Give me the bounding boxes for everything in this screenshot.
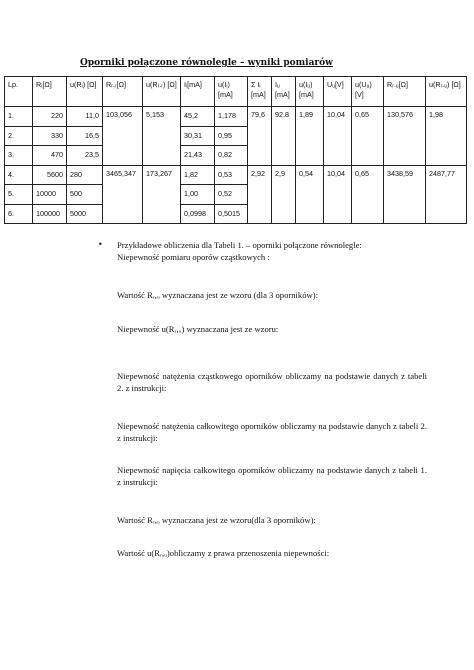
results-table [4, 76, 467, 224]
cell-voltage-uncertainty: 0,65 [352, 107, 384, 166]
header-equivalent-resistance-uncertainty: u(Rᵣ.ᵣ) [Ω] [143, 77, 181, 107]
cell-current: 45,2 [181, 107, 215, 127]
cell-current-uncertainty: 0,5015 [215, 204, 248, 224]
cell-voltage: 10,04 [324, 165, 352, 224]
header-voltage-uncertainty: u(Uᵤ) [V] [352, 77, 384, 107]
cell-current: 1,00 [181, 185, 215, 205]
table-row [5, 107, 467, 127]
cell-equivalent-resistance-uncertainty: 5,153 [143, 107, 181, 166]
table-title: Oporniki połączone równolegle – wyniki pomiarów [80, 58, 333, 68]
paragraph-formula-rzz-2: Wartość Rᵣ,ᵤ wyznaczana jest ze wzoru(dla 3 oporników): [117, 515, 316, 525]
header-equivalent-resistance: Rᵣ.ᵣ[Ω] [103, 77, 143, 107]
cell-current-uncertainty: 0,95 [215, 126, 248, 146]
cell-resistance: 5600 [33, 165, 67, 185]
header-lp: Lp. [5, 77, 33, 107]
cell-current: 30,31 [181, 126, 215, 146]
cell-lp: 3. [5, 146, 33, 166]
cell-voltage-uncertainty: 0,65 [352, 165, 384, 224]
cell-resistance-uncertainty: 500 [67, 185, 103, 205]
cell-current: 0,0998 [181, 204, 215, 224]
header-measured-resistance: Rᵣ.ᵤ[Ω] [384, 77, 426, 107]
cell-resistance: 10000 [33, 185, 67, 205]
header-current: Iᵢ[mA] [181, 77, 215, 107]
cell-current-uncertainty: 0,82 [215, 146, 248, 166]
cell-total-current: 92,8 [272, 107, 296, 166]
header-voltage: Uᵤ[V] [324, 77, 352, 107]
cell-resistance-uncertainty: 5000 [67, 204, 103, 224]
intro-line-2: Niepewność pomiaru oporów cząstkowych : [117, 252, 270, 262]
table-row [5, 165, 467, 185]
cell-lp: 1. [5, 107, 33, 127]
cell-lp: 4. [5, 165, 33, 185]
cell-resistance: 330 [33, 126, 67, 146]
header-total-current-uncertainty: u(Iᵤ) [mA] [296, 77, 324, 107]
cell-measured-resistance: 3438,59 [384, 165, 426, 224]
paragraph-voltage-uncertainty: Niepewność napięcia całkowitego oporników obliczamy na podstawie danych z tabeli 1. z instrukcji: [117, 465, 427, 487]
cell-current-sum: 2,92 [248, 165, 272, 224]
cell-resistance-uncertainty: 280 [67, 165, 103, 185]
cell-lp: 6. [5, 204, 33, 224]
header-measured-resistance-uncertainty: u(Rᵣ.ᵤ) [Ω] [426, 77, 467, 107]
cell-current-uncertainty: 0,53 [215, 165, 248, 185]
paragraph-partial-current-uncertainty: Niepewność natężenia cząstkowego oporników obliczamy na podstawie danych z tabeli 2. z instrukcji: [117, 371, 427, 393]
cell-current-uncertainty: 0,52 [215, 185, 248, 205]
cell-resistance-uncertainty: 23,5 [67, 146, 103, 166]
cell-total-current-uncertainty: 0,54 [296, 165, 324, 224]
cell-resistance: 220 [33, 107, 67, 127]
cell-equivalent-resistance: 103,056 [103, 107, 143, 166]
paragraph-uncertainty-rzz: Niepewność u(Rᵣ,ᵤ) wyznaczana jest ze wzoru: [117, 324, 279, 334]
cell-current: 21,43 [181, 146, 215, 166]
cell-total-current: 2,9 [272, 165, 296, 224]
cell-measured-resistance-uncertainty: 2487,77 [426, 165, 467, 224]
paragraph-formula-rzz: Wartość Rᵣ,ᵤ wyznaczana jest ze wzoru (dla 3 oporników): [117, 290, 318, 300]
cell-measured-resistance-uncertainty: 1,98 [426, 107, 467, 166]
intro-paragraph [117, 239, 427, 263]
cell-current-uncertainty: 1,178 [215, 107, 248, 127]
paragraph-total-current-uncertainty: Niepewność natężenia całkowitego oporników obliczamy na podstawie danych z tabeli 2. z instrukcji: [117, 421, 427, 443]
cell-lp: 5. [5, 185, 33, 205]
cell-measured-resistance: 130,576 [384, 107, 426, 166]
cell-equivalent-resistance: 3465,347 [103, 165, 143, 224]
header-resistance: Rᵢ[Ω] [33, 77, 67, 107]
intro-line-1: Przykładowe obliczenia dla Tabeli 1. – oporniki połączone równolegle: [117, 240, 362, 250]
cell-current-sum: 79,6 [248, 107, 272, 166]
bullet-marker: • [98, 240, 103, 249]
header-current-uncertainty: u(Iᵢ) [mA] [215, 77, 248, 107]
header-row [5, 77, 467, 107]
header-resistance-uncertainty: u(Rᵢ) [Ω] [67, 77, 103, 107]
cell-resistance-uncertainty: 16,5 [67, 126, 103, 146]
cell-equivalent-resistance-uncertainty: 173,267 [143, 165, 181, 224]
cell-resistance-uncertainty: 11,0 [67, 107, 103, 127]
cell-resistance: 100000 [33, 204, 67, 224]
header-current-sum: Σ Iᵢ [mA] [248, 77, 272, 107]
cell-total-current-uncertainty: 1,89 [296, 107, 324, 166]
cell-resistance: 470 [33, 146, 67, 166]
cell-lp: 2. [5, 126, 33, 146]
header-total-current: Iᵤ [mA] [272, 77, 296, 107]
paragraph-propagation: Wartość u(Rᵣ,ᵤ)obliczamy z prawa przenoszenia niepewności: [117, 548, 330, 558]
cell-voltage: 10,04 [324, 107, 352, 166]
cell-current: 1,82 [181, 165, 215, 185]
